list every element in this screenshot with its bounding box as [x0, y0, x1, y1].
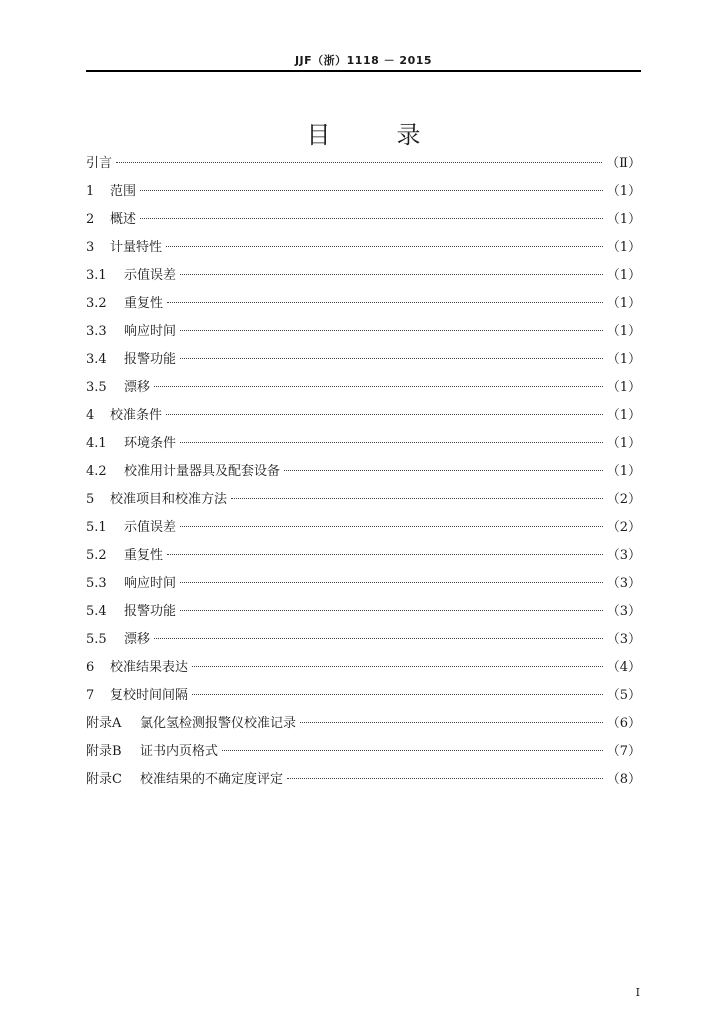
toc-entry-page: （6）	[606, 716, 641, 731]
toc-entry-number: 5	[86, 492, 95, 507]
toc-title	[86, 115, 641, 150]
toc-entry-title: 计量特性	[110, 240, 163, 255]
toc-entry[interactable]	[86, 657, 641, 685]
dot-leader	[154, 638, 603, 639]
dot-leader	[167, 302, 603, 303]
toc-title-right: 录	[396, 121, 421, 149]
toc-entry[interactable]	[86, 209, 641, 237]
dot-leader	[180, 526, 603, 527]
dot-leader	[140, 190, 603, 191]
dot-leader	[300, 722, 603, 723]
toc-entry[interactable]	[86, 685, 641, 713]
toc-entry-page: （1）	[606, 268, 641, 283]
dot-leader	[166, 414, 603, 415]
toc-entry-title: 报警功能	[124, 352, 177, 367]
toc-entry-number: 附录C	[86, 772, 122, 787]
toc-entry-number: 7	[86, 688, 95, 703]
toc-entry-title: 漂移	[124, 632, 151, 647]
toc-entry[interactable]	[86, 433, 641, 461]
toc-entry-title: 证书内页格式	[140, 744, 219, 759]
header-rule	[86, 70, 641, 72]
toc-entry[interactable]	[86, 293, 641, 321]
dot-leader	[180, 610, 603, 611]
toc-entry-number: 6	[86, 660, 95, 675]
toc-entry[interactable]	[86, 629, 641, 657]
toc-title-left: 目	[306, 121, 331, 149]
toc-entry[interactable]	[86, 321, 641, 349]
toc-entry-title: 校准结果的不确定度评定	[140, 772, 284, 787]
toc-entry-page: （1）	[606, 352, 641, 367]
dot-leader	[180, 330, 603, 331]
toc-entry[interactable]	[86, 489, 641, 517]
toc-entry[interactable]	[86, 265, 641, 293]
toc-entry-page: （3）	[606, 576, 641, 591]
toc-entry-page: （Ⅱ）	[606, 156, 641, 171]
toc-entry-title: 响应时间	[124, 576, 177, 591]
toc-entry-title: 重复性	[124, 548, 164, 563]
toc-entry-page: （1）	[606, 436, 641, 451]
toc-entry-page: （1）	[606, 408, 641, 423]
toc-entry-title: 环境条件	[124, 436, 177, 451]
toc-entry-title: 校准条件	[110, 408, 163, 423]
toc-entry-title: 示值误差	[124, 268, 177, 283]
toc-entry[interactable]	[86, 517, 641, 545]
toc-entry-page: （2）	[606, 520, 641, 535]
toc-entry-title: 复校时间间隔	[110, 688, 189, 703]
toc-entry-title: 校准结果表达	[110, 660, 189, 675]
toc-entry-title: 引言	[86, 156, 113, 171]
toc-entry-title: 漂移	[124, 380, 151, 395]
toc-entry-number: 3.2	[86, 296, 107, 311]
toc-entry-number: 2	[86, 212, 95, 227]
dot-leader	[140, 218, 603, 219]
toc-entry-number: 1	[86, 184, 95, 199]
toc-entry-number: 5.5	[86, 632, 107, 647]
toc-entry-page: （1）	[606, 240, 641, 255]
document-code-header: JJF（浙）1118 － 2015	[294, 54, 433, 67]
toc-entry-page: （3）	[606, 548, 641, 563]
toc-entry-page: （8）	[606, 772, 641, 787]
toc-entry[interactable]	[86, 153, 641, 181]
dot-leader	[154, 386, 603, 387]
dot-leader	[192, 666, 603, 667]
toc-entry-number: 5.2	[86, 548, 107, 563]
toc-entry-number: 附录B	[86, 744, 122, 759]
toc-entry-title: 校准用计量器具及配套设备	[124, 464, 281, 479]
toc-entry-page: （1）	[606, 380, 641, 395]
toc-entry-title: 氯化氢检测报警仪校准记录	[140, 716, 297, 731]
dot-leader	[167, 554, 603, 555]
toc-entry[interactable]	[86, 181, 641, 209]
toc-entry-title: 示值误差	[124, 520, 177, 535]
dot-leader	[231, 498, 603, 499]
toc-entry-title: 报警功能	[124, 604, 177, 619]
dot-leader	[180, 358, 603, 359]
toc-entry-page: （7）	[606, 744, 641, 759]
dot-leader	[180, 582, 603, 583]
dot-leader	[192, 694, 603, 695]
page-number: I	[635, 986, 640, 999]
toc-entry-number: 5.3	[86, 576, 107, 591]
toc-entry-page: （1）	[606, 324, 641, 339]
dot-leader	[180, 274, 603, 275]
toc-entry-number: 4.2	[86, 464, 107, 479]
dot-leader	[116, 162, 602, 163]
toc-entry-number: 4	[86, 408, 95, 423]
toc-entry-number: 附录A	[86, 716, 122, 731]
toc-entry-page: （1）	[606, 212, 641, 227]
toc-entry-number: 3.5	[86, 380, 107, 395]
toc-entry-title: 范围	[110, 184, 137, 199]
toc-entry-page: （5）	[606, 688, 641, 703]
toc-entry[interactable]	[86, 713, 641, 741]
toc-entry[interactable]	[86, 573, 641, 601]
toc-entry-number: 5.4	[86, 604, 107, 619]
toc-entry[interactable]	[86, 601, 641, 629]
toc-entry-number: 5.1	[86, 520, 107, 535]
toc-entry-page: （1）	[606, 464, 641, 479]
toc-entry-title: 响应时间	[124, 324, 177, 339]
toc-entry-number: 3.4	[86, 352, 107, 367]
toc-entry[interactable]	[86, 741, 641, 769]
toc-entry-title: 重复性	[124, 296, 164, 311]
toc-entry-title: 校准项目和校准方法	[110, 492, 228, 507]
toc-entry-number: 3	[86, 240, 95, 255]
toc-entry-page: （3）	[606, 604, 641, 619]
dot-leader	[222, 750, 603, 751]
toc-entry-page: （4）	[606, 660, 641, 675]
toc-entry[interactable]	[86, 349, 641, 377]
toc-entry[interactable]	[86, 405, 641, 433]
toc-entry-page: （1）	[606, 296, 641, 311]
toc-entry-number: 3.3	[86, 324, 107, 339]
dot-leader	[284, 470, 603, 471]
toc-entry-page: （1）	[606, 184, 641, 199]
toc-entry[interactable]	[86, 377, 641, 405]
toc-entry[interactable]	[86, 461, 641, 489]
toc-entry-number: 4.1	[86, 436, 107, 451]
toc-entry-number: 3.1	[86, 268, 107, 283]
dot-leader	[180, 442, 603, 443]
toc-entry[interactable]	[86, 237, 641, 265]
dot-leader	[166, 246, 603, 247]
dot-leader	[287, 778, 603, 779]
toc-entry[interactable]	[86, 545, 641, 573]
toc-entry[interactable]	[86, 769, 641, 797]
toc-entry-page: （3）	[606, 632, 641, 647]
toc-entry-page: （2）	[606, 492, 641, 507]
table-of-contents	[86, 153, 641, 797]
toc-entry-title: 概述	[110, 212, 137, 227]
